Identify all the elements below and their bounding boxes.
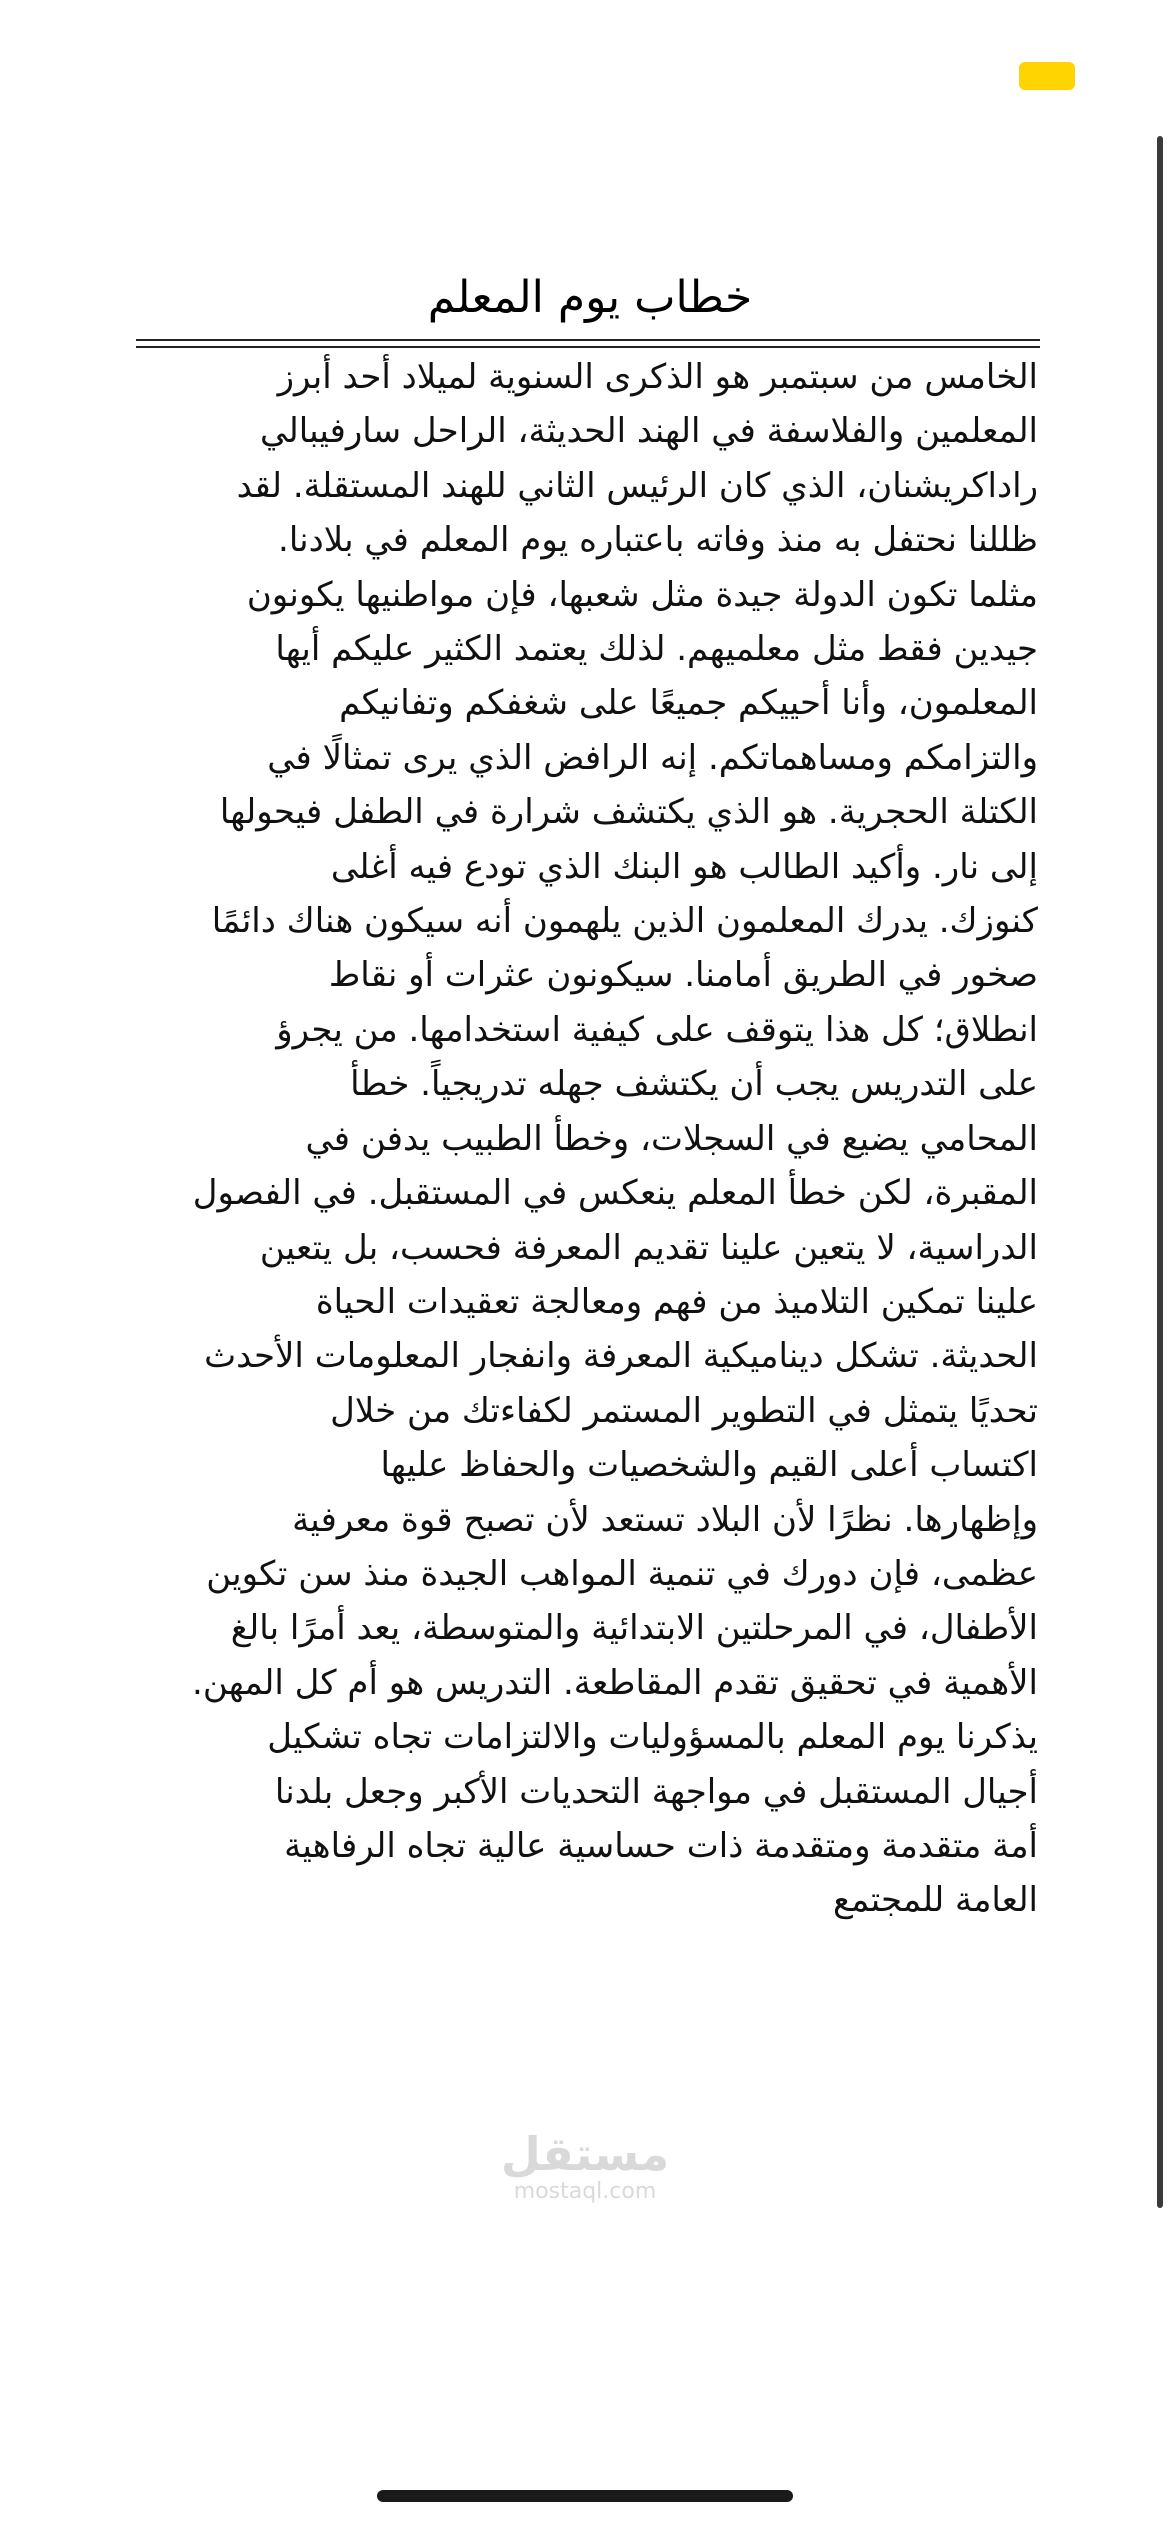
watermark-logo: مستقل [500,2127,670,2181]
watermark [485,2128,685,2204]
home-indicator[interactable] [377,2490,793,2502]
title-divider [136,339,1040,341]
title-divider-double [136,346,1040,348]
body-line: المعلمون، وأنا أحييكم جميعًا على شغفكم وتفانيكم [339,683,1038,724]
body-line: جيدين فقط مثل معلميهم. لذلك يعتمد الكثير عليكم أيها [275,629,1038,670]
body-line: صخور في الطريق أمامنا. سيكونون عثرات أو نقاط [328,955,1038,996]
body-line: راداكريشنان، الذي كان الرئيس الثاني للهند المستقلة. لقد [236,465,1038,506]
document-body [138,350,1038,1928]
body-line: الخامس من سبتمبر هو الذكرى السنوية لميلاد أحد أبرز [277,357,1038,397]
document-title: خطاب يوم المعلم [427,272,753,323]
scrollbar[interactable] [1157,136,1163,2208]
body-line: إلى نار. وأكيد الطالب هو البنك الذي تودع فيه أغلى [330,846,1038,887]
body-line: مثلما تكون الدولة جيدة مثل شعبها، فإن مواطنيها يكونون [246,574,1038,615]
body-line: المحامي يضيع في السجلات، وخطأ الطبيب يدفن في [305,1118,1038,1159]
body-line: يذكرنا يوم المعلم بالمسؤوليات والالتزامات تجاه تشكيل [267,1717,1038,1758]
body-line: وإظهارها. نظرًا لأن البلاد تستعد لأن تصبح قوة معرفية [292,1499,1038,1540]
body-line: المعلمين والفلاسفة في الهند الحديثة، الراحل سارفيبالي [260,411,1038,452]
body-line: كنوزك. يدرك المعلمون الذين يلهمون أنه سيكون هناك دائمًا [211,901,1038,942]
body-line: الحديثة. تشكل ديناميكية المعرفة وانفجار المعلومات الأحدث [204,1336,1038,1377]
watermark-url: mostaql.com [513,2179,657,2204]
body-line: المقبرة، لكن خطأ المعلم ينعكس في المستقبل. في الفصول [192,1173,1038,1214]
body-line: أمة متقدمة ومتقدمة ذات حساسية عالية تجاه الرفاهية [284,1825,1038,1866]
body-line: علينا تمكين التلاميذ من فهم ومعالجة تعقيدات الحياة [315,1281,1038,1322]
status-indicator [1019,62,1075,90]
body-line: انطلاق؛ كل هذا يتوقف على كيفية استخدامها. من يجرؤ [276,1009,1038,1050]
body-line: العامة للمجتمع [832,1880,1038,1921]
body-line: عظمى، فإن دورك في تنمية المواهب الجيدة منذ سن تكوين [206,1553,1038,1594]
body-line: الدراسية، لا يتعين علينا تقديم المعرفة فحسب، بل يتعين [259,1227,1038,1268]
body-line: الكتلة الحجرية. هو الذي يكتشف شرارة في الطفل فيحولها [219,792,1038,833]
body-line: الأطفال، في المرحلتين الابتدائية والمتوسطة، يعد أمرًا بالغ [230,1608,1038,1649]
body-line: والتزامكم ومساهماتكم. إنه الرافض الذي يرى تمثالًا في [267,737,1038,778]
body-line: على التدريس يجب أن يكتشف جهله تدريجياً. خطأ [350,1064,1038,1105]
body-line: تحديًا يتمثل في التطوير المستمر لكفاءتك من خلال [330,1390,1038,1431]
body-line: ظللنا نحتفل به منذ وفاته باعتباره يوم المعلم في بلادنا. [278,520,1038,561]
body-line: الأهمية في تحقيق تقدم المقاطعة. التدريس هو أم كل المهن. [192,1662,1038,1703]
body-line: اكتساب أعلى القيم والشخصيات والحفاظ عليها [380,1445,1038,1486]
body-line: أجيال المستقبل في مواجهة التحديات الأكبر وجعل بلدنا [274,1771,1038,1812]
